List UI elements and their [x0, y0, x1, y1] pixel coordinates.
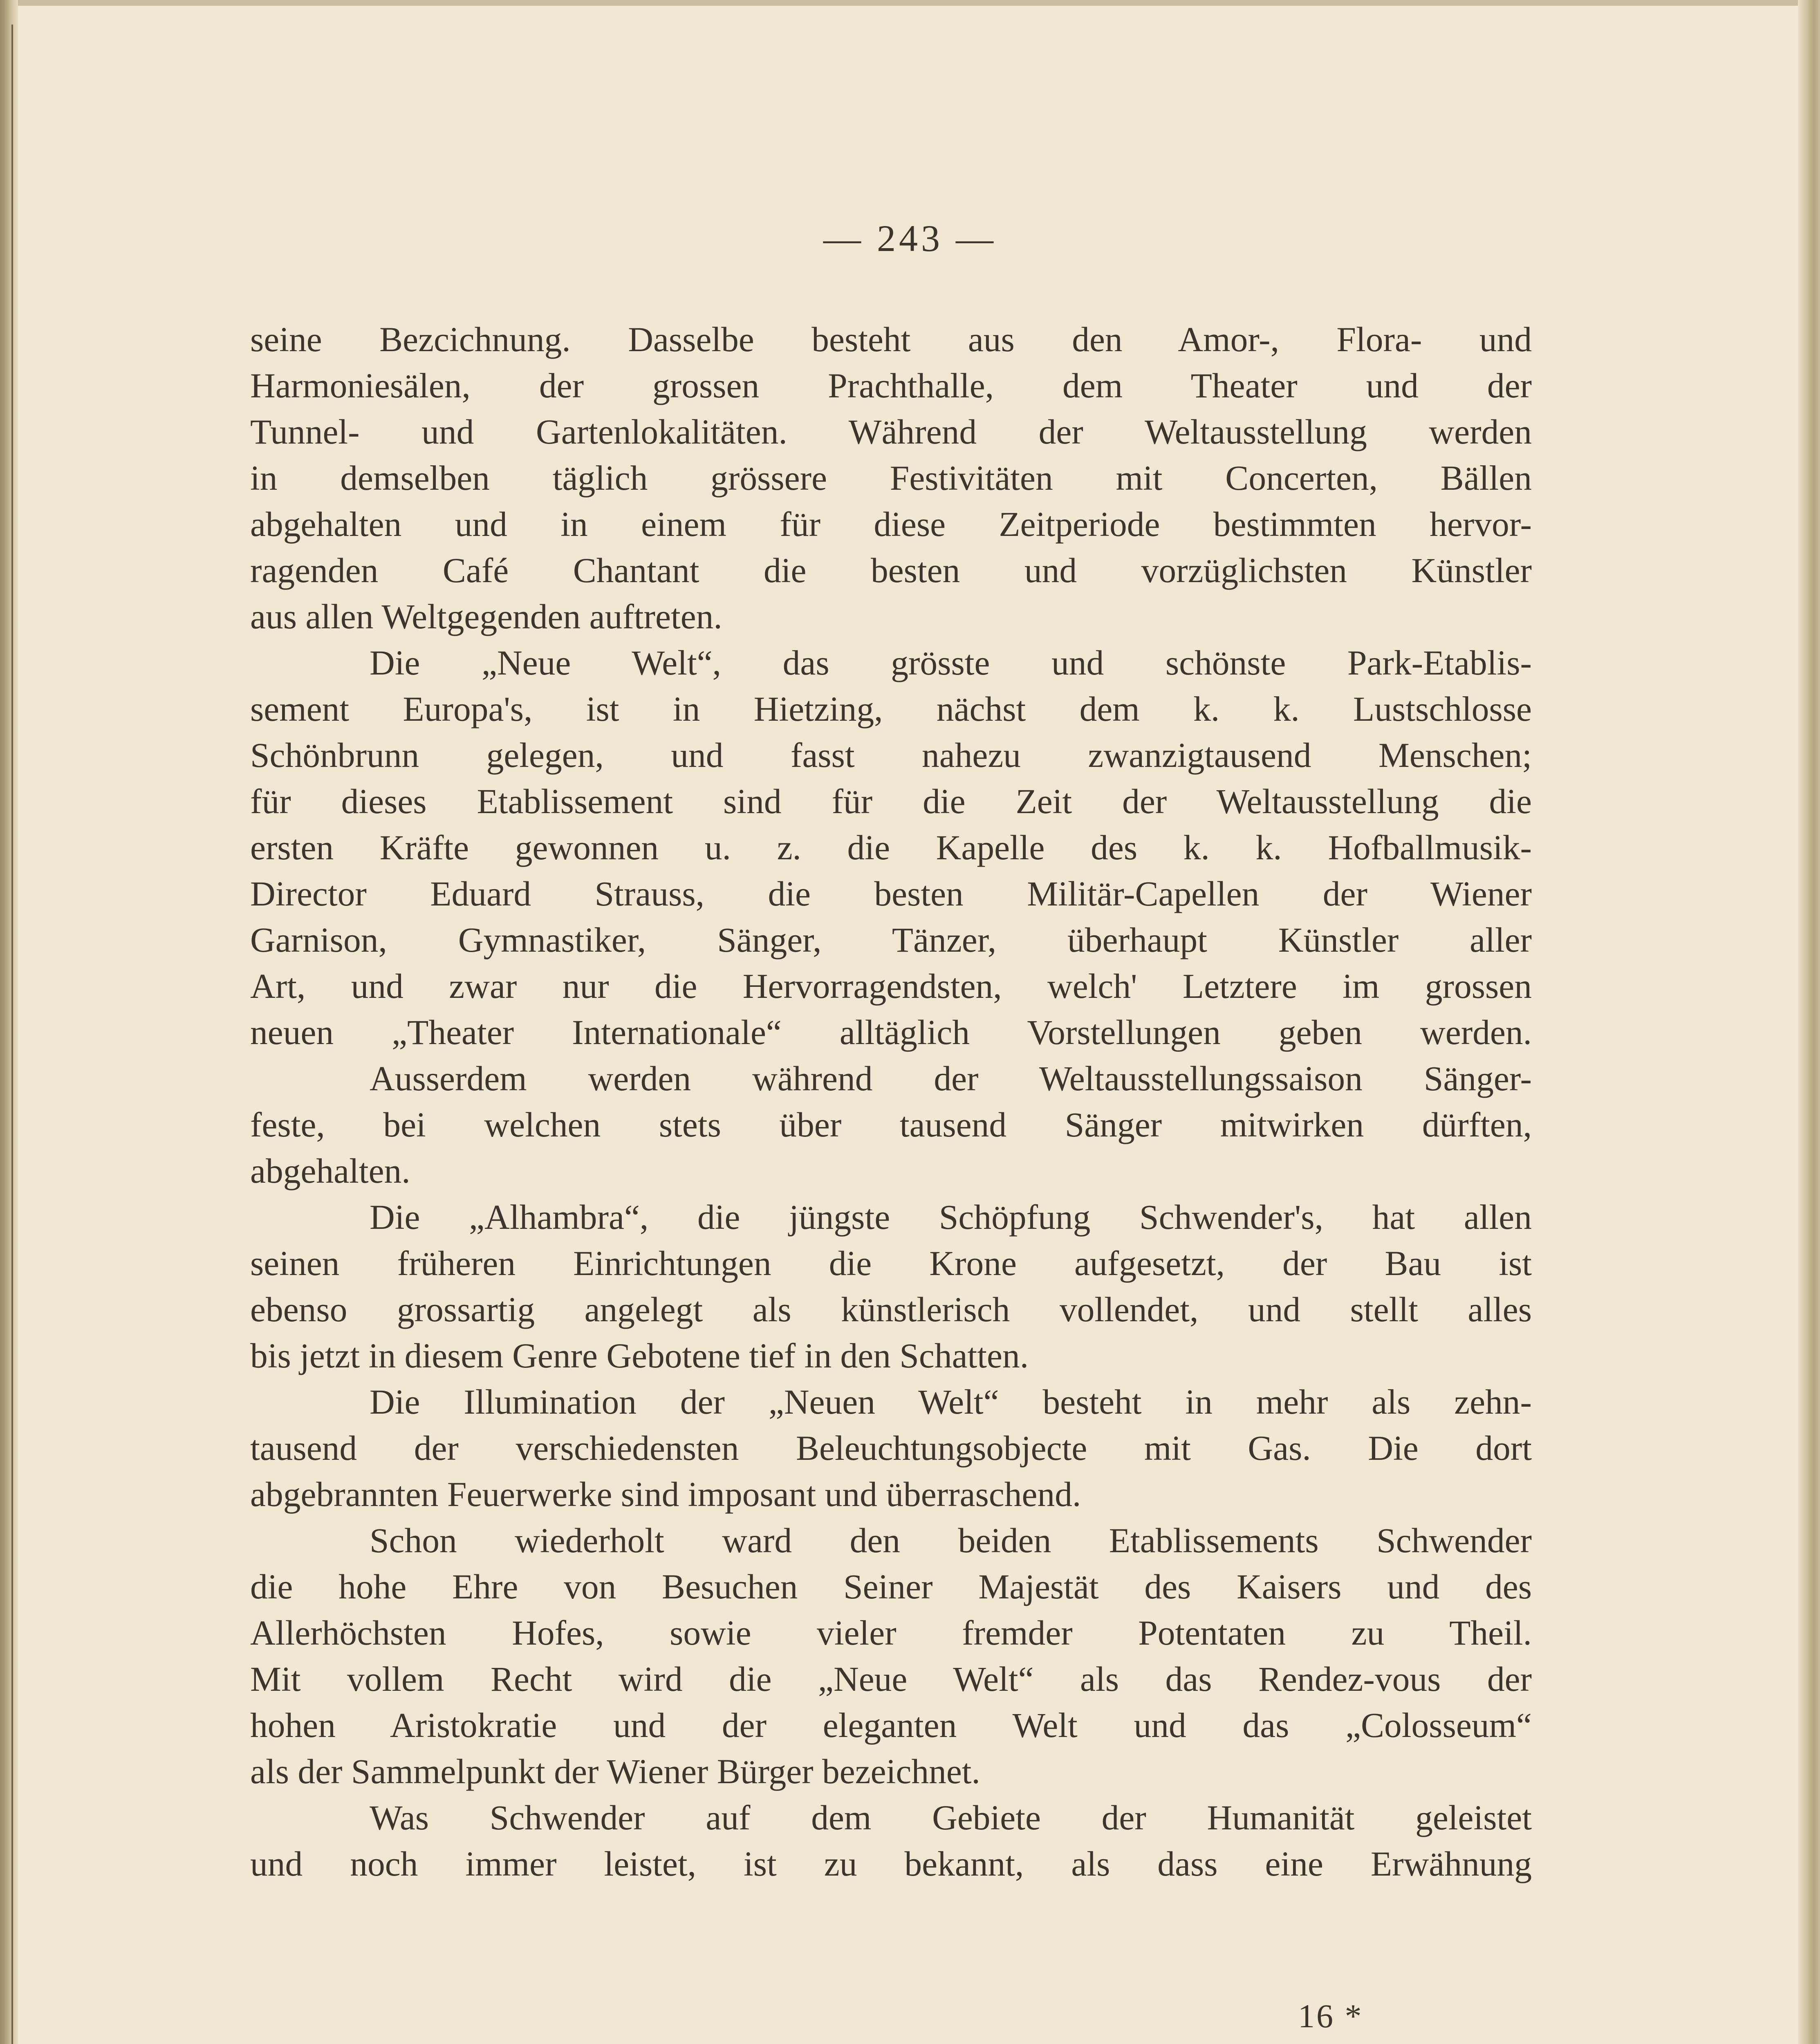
text-line: Garnison, Gymnastiker, Sänger, Tänzer, überhaupt Künstler aller: [250, 921, 1532, 959]
text-line: Was Schwender auf dem Gebiete der Humanität geleistet: [370, 1799, 1532, 1837]
paragraph: [250, 317, 1532, 640]
page-right-edge: [1798, 0, 1820, 2044]
text-line: die hohe Ehre von Besuchen Seiner Majestät des Kaisers und des: [250, 1568, 1532, 1606]
text-line: Mit vollem Recht wird die „Neue Welt“ als das Rendez-vous der: [250, 1660, 1532, 1699]
paragraph: [250, 1195, 1532, 1379]
text-line: Schon wiederholt ward den beiden Etablissements Schwender: [370, 1522, 1532, 1560]
paragraph: [250, 640, 1532, 1056]
text-line: Allerhöchsten Hofes, sowie vieler fremder Potentaten zu Theil.: [250, 1614, 1532, 1652]
paragraph: [250, 1379, 1532, 1518]
text-line: Art, und zwar nur die Hervorragendsten, welch' Letztere im grossen: [250, 967, 1532, 1006]
text-line: sement Europa's, ist in Hietzing, nächst dem k. k. Lustschlosse: [250, 690, 1532, 728]
text-line: Director Eduard Strauss, die besten Militär-Capellen der Wiener: [250, 875, 1532, 913]
text-line: ersten Kräfte gewonnen u. z. die Kapelle des k. k. Hofballmusik-: [250, 829, 1532, 867]
text-line: neuen „Theater Internationale“ alltäglich Vorstellungen geben werden.: [250, 1013, 1532, 1052]
text-line: abgebrannten Feuerwerke sind imposant und überraschend.: [250, 1475, 1081, 1514]
text-line: bis jetzt in diesem Genre Gebotene tief in den Schatten.: [250, 1337, 1029, 1375]
text-line: Die Illumination der „Neuen Welt“ besteht in mehr als zehn-: [370, 1383, 1532, 1421]
text-line: ragenden Café Chantant die besten und vorzüglichsten Künstler: [250, 551, 1532, 590]
page-number: — 243 —: [823, 217, 997, 259]
text-line: aus allen Weltgegenden auftreten.: [250, 598, 722, 636]
text-line: ebenso grossartig angelegt als künstlerisch vollendet, und stellt alles: [250, 1291, 1532, 1329]
text-line: hohen Aristokratie und der eleganten Welt und das „Colosseum“: [250, 1706, 1532, 1745]
text-line: tausend der verschiedensten Beleuchtungsobjecte mit Gas. Die dort: [250, 1429, 1532, 1468]
paragraph: [250, 1795, 1532, 1887]
text-line: Ausserdem werden während der Weltausstellungssaison Sänger-: [370, 1060, 1532, 1098]
text-line: als der Sammelpunkt der Wiener Bürger bezeichnet.: [250, 1753, 980, 1791]
paragraph: [250, 1518, 1532, 1795]
text-line: Die „Neue Welt“, das grösste und schönste Park-Etablis-: [370, 644, 1532, 682]
text-line: abgehalten und in einem für diese Zeitperiode bestimmten hervor-: [250, 505, 1532, 544]
text-line: für dieses Etablissement sind für die Zeit der Weltausstellung die: [250, 782, 1532, 821]
text-line: Die „Alhambra“, die jüngste Schöpfung Schwender's, hat allen: [370, 1198, 1532, 1237]
text-line: feste, bei welchen stets über tausend Sänger mitwirken dürften,: [250, 1106, 1532, 1144]
printer-signature-mark: 16 *: [1298, 1997, 1363, 2035]
text-line: seine Bezcichnung. Dasselbe besteht aus den Amor-, Flora- und: [250, 320, 1532, 359]
text-line: Harmoniesälen, der grossen Prachthalle, dem Theater und der: [250, 367, 1532, 405]
page-top-edge: [0, 0, 1820, 6]
text-line: und noch immer leistet, ist zu bekannt, als dass eine Erwähnung: [250, 1845, 1532, 1883]
text-line: Schönbrunn gelegen, und fasst nahezu zwanzigtausend Menschen;: [250, 736, 1532, 775]
body-text: [250, 317, 1532, 1887]
text-line: seinen früheren Einrichtungen die Krone aufgesetzt, der Bau ist: [250, 1244, 1532, 1283]
text-line: abgehalten.: [250, 1152, 410, 1190]
text-line: Tunnel- und Gartenlokalitäten. Während der Weltausstellung werden: [250, 413, 1532, 451]
paragraph: [250, 1056, 1532, 1195]
binding-line: [11, 25, 13, 2044]
text-line: in demselben täglich grössere Festivitäten mit Concerten, Bällen: [250, 459, 1532, 498]
page-left-edge: [0, 0, 18, 2044]
